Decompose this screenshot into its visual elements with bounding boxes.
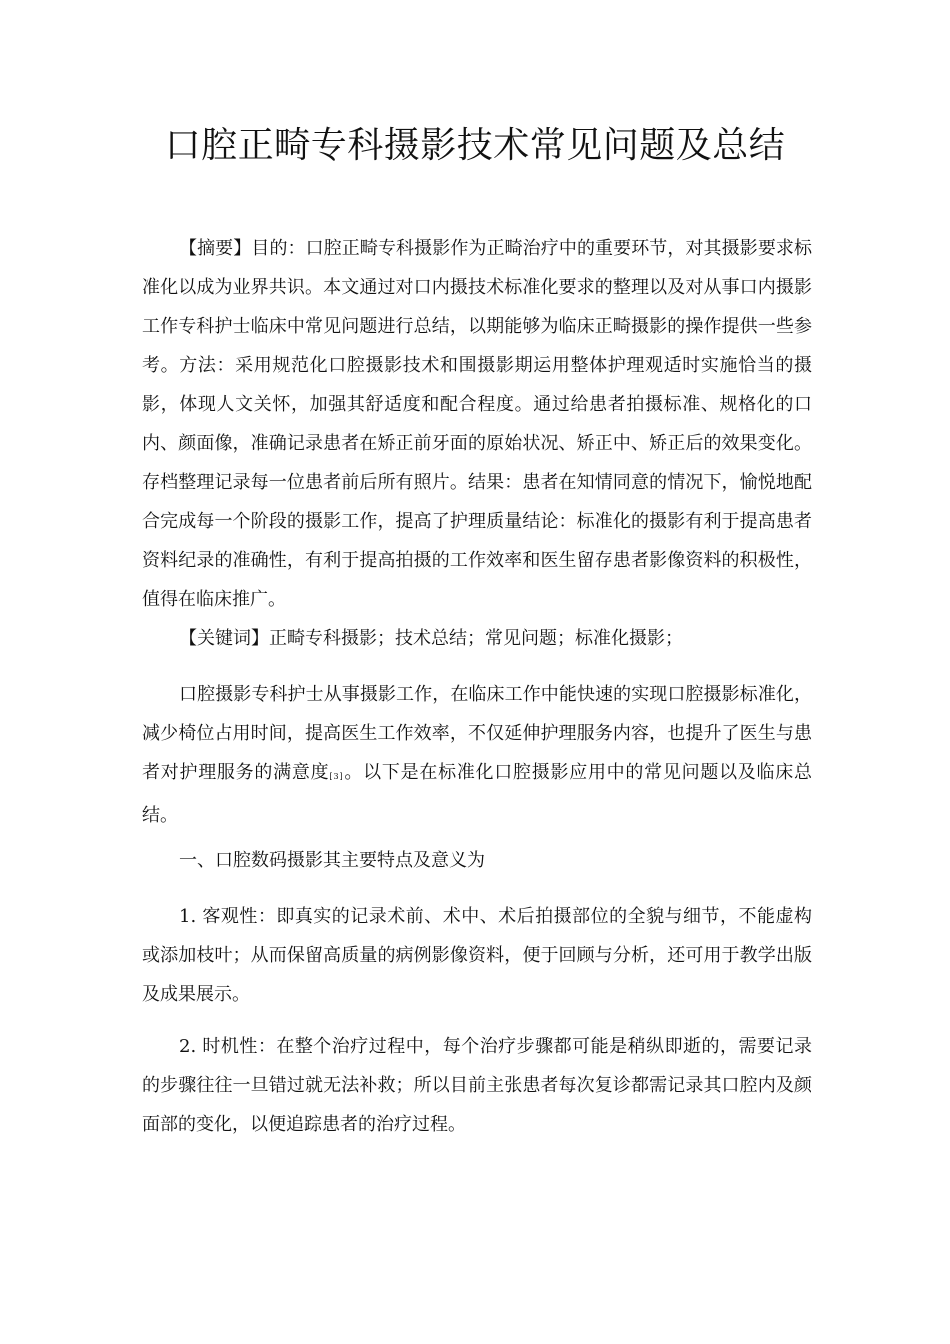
abstract-paragraph: 【摘要】目的：口腔正畸专科摄影作为正畸治疗中的重要环节，对其摄影要求标准化以成为业界共识。本文通过对口内摄技术标准化要求的整理以及对从事口内摄影工作专科护士临床中常见问题进行总结，以期能够为临床正畸摄影的操作提供一些参考。方法：采用规范化口腔摄影技术和围摄影期运用整体护理观适时实施恰当的摄影，体现人文关怀，加强其舒适度和配合程度。通过给患者拍摄标准、规格化的口内、颜面像，准确记录患者在矫正前牙面的原始状况、矫正中、矫正后的效果变化。存档整理记录每一位患者前后所有照片。结果：患者在知情同意的情况下，愉悦地配合完成每一个阶段的摄影工作，提高了护理质量结论：标准化的摄影有利于提高患者资料纪录的准确性，有利于提高拍摄的工作效率和医生留存患者影像资料的积极性，值得在临床推广。: [142, 238, 812, 610]
list-item-timeliness: 2. 时机性：在整个治疗过程中，每个治疗步骤都可能是稍纵即逝的，需要记录的步骤往往一旦错过就无法补救；所以目前主张患者每次复诊都需记录其口腔内及颜面部的变化，以便追踪患者的治疗过程。: [142, 1036, 812, 1135]
intro-text-before-ref: 口腔摄影专科护士从事摄影工作，在临床工作中能快速的实现口腔摄影标准化，减少椅位占用时间，提高医生工作效率，不仅延伸护理服务内容，也提升了医生与患者对护理服务的满意度: [142, 684, 812, 783]
document-title: 口腔正畸专科摄影技术常见问题及总结: [164, 125, 786, 166]
intro-paragraph: [142, 675, 812, 835]
keywords-paragraph: 【关键词】正畸专科摄影；技术总结；常见问题；标准化摄影；: [179, 628, 683, 649]
list-item-objectivity: 1. 客观性：即真实的记录术前、术中、术后拍摄部位的全貌与细节，不能虚构或添加枝叶；从而保留高质量的病例影像资料，便于回顾与分析，还可用于教学出版及成果展示。: [142, 906, 812, 1005]
intro-text-after-ref: 。以下是在标准化口腔摄影应用中的常见问题以及临床总结。: [142, 762, 813, 826]
section-heading: 一、口腔数码摄影其主要特点及意义为: [179, 850, 485, 871]
citation-reference: [3]: [329, 772, 344, 781]
